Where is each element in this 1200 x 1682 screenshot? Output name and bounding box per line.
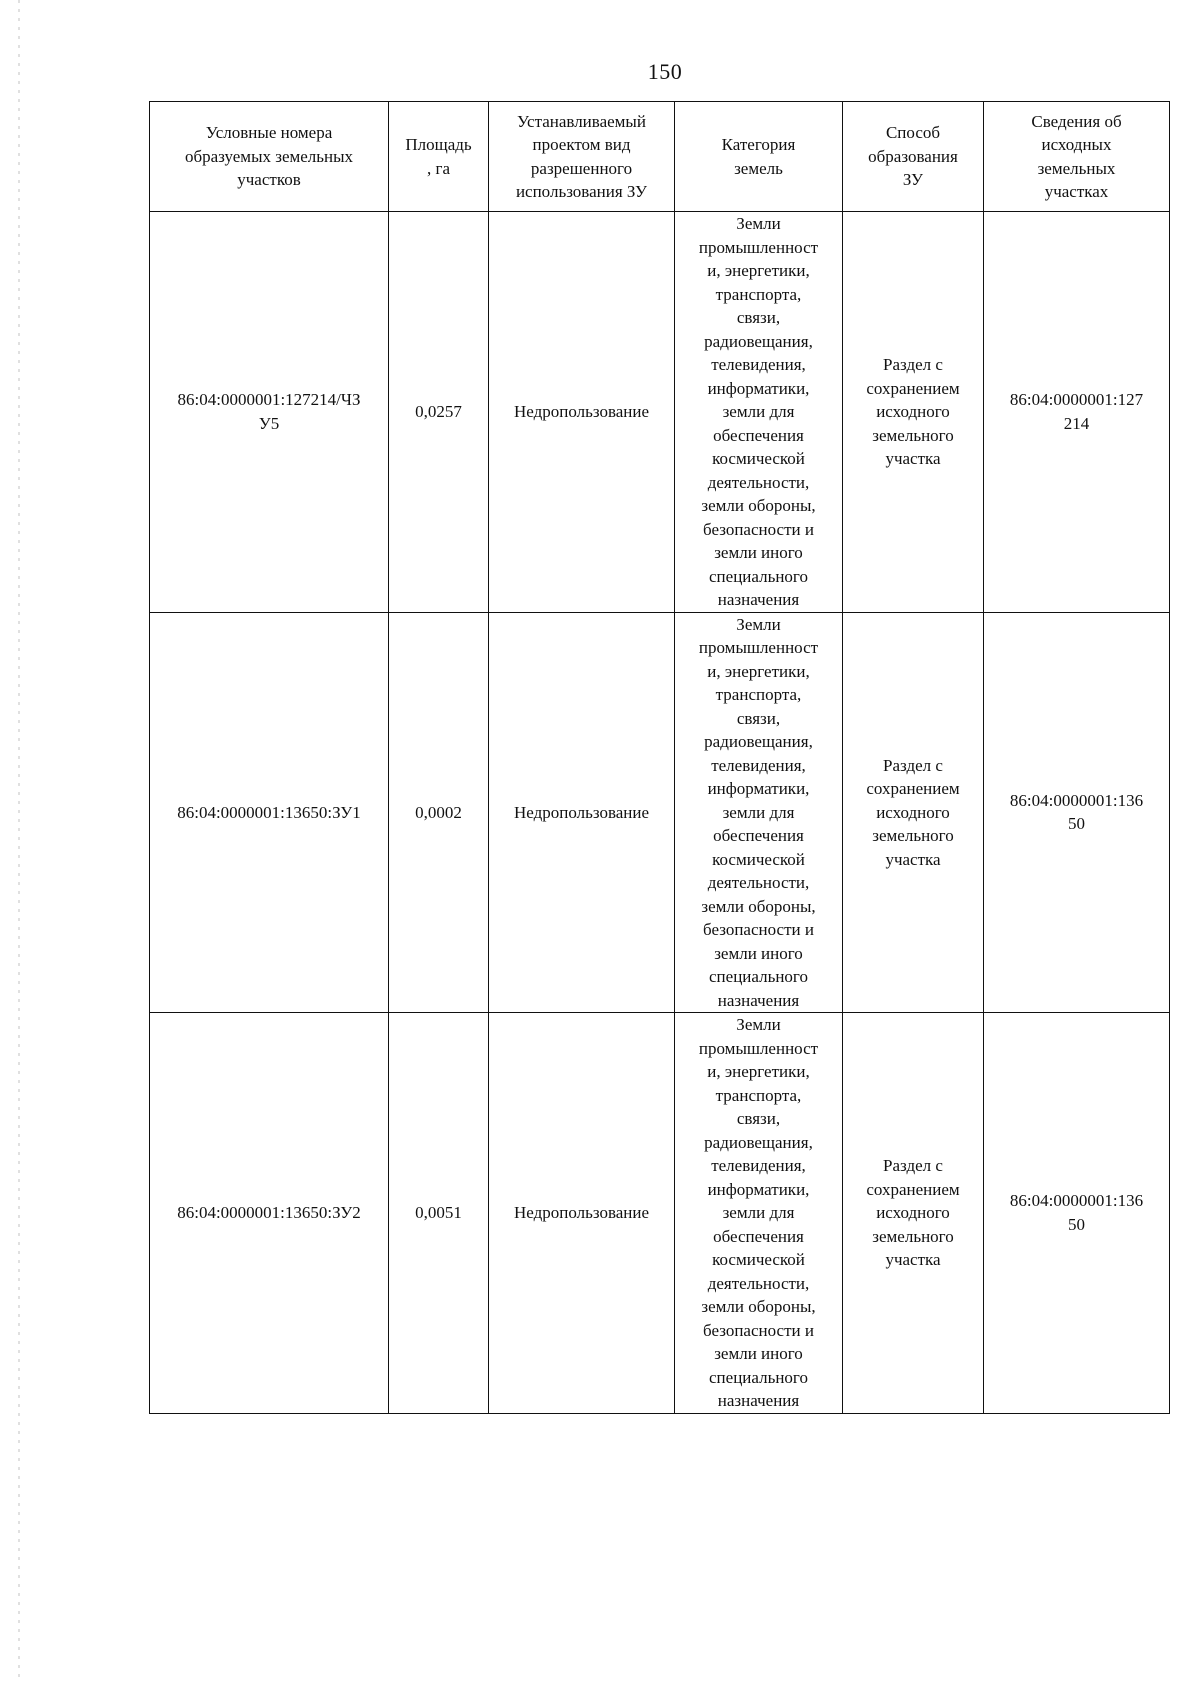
formation-method-text: Раздел с сохранением исходного земельного участка: [866, 1156, 960, 1269]
cell-plot-number: [150, 212, 389, 613]
cell-source-plot: [984, 1013, 1170, 1414]
header-plot-number-text: Условные номера образуемых земельных участков: [184, 123, 354, 190]
header-permitted-use-text: Устанавливаемый проектом вид разрешенного использования ЗУ: [515, 111, 648, 201]
source-plot-text: 86:04:0000001:136 50: [1009, 1191, 1144, 1234]
land-category-text: Земли промышленност и, энергетики, транспорта, связи, радиовещания, телевидения, информатики, земли для обеспечения космической деятельности, земли обороны, безопасности и земли иного специального назначения: [698, 1015, 819, 1410]
cell-land-category: [675, 1013, 843, 1414]
cell-formation-method: [843, 212, 984, 613]
header-formation-method: [843, 102, 984, 212]
cell-formation-method: [843, 1013, 984, 1414]
header-area-text: Площадь , га: [405, 135, 472, 178]
permitted-use-text: Недропользование: [513, 402, 650, 421]
scan-edge-artifact: [18, 0, 20, 1682]
header-source-plots-text: Сведения об исходных земельных участках: [1031, 111, 1122, 201]
cell-formation-method: [843, 612, 984, 1013]
permitted-use-text: Недропользование: [513, 1203, 650, 1222]
page-number: 150: [647, 59, 683, 84]
table-body: [150, 212, 1170, 1414]
plot-number-text: 86:04:0000001:13650:ЗУ1: [177, 802, 361, 822]
header-permitted-use: [489, 102, 675, 212]
source-plot-text: 86:04:0000001:127 214: [1009, 390, 1144, 433]
table-row: [150, 212, 1170, 613]
cell-land-category: [675, 612, 843, 1013]
source-plot-text: 86:04:0000001:136 50: [1009, 790, 1144, 834]
formation-method-text: Раздел с сохранением исходного земельного участка: [866, 755, 960, 869]
cell-plot-number: [150, 1013, 389, 1414]
land-category-text: Земли промышленност и, энергетики, транспорта, связи, радиовещания, телевидения, информатики, земли для обеспечения космической деятельности, земли обороны, безопасности и земли иного специального назначения: [698, 614, 819, 1010]
cell-area: [389, 212, 489, 613]
header-land-category-text: Категория земель: [721, 135, 796, 178]
table-row: [150, 1013, 1170, 1414]
land-plots-table: [149, 101, 1170, 1414]
header-row: [150, 102, 1170, 212]
cell-area: [389, 612, 489, 1013]
cell-permitted-use: [489, 212, 675, 613]
cell-area: [389, 1013, 489, 1414]
cell-permitted-use: [489, 612, 675, 1013]
formation-method-text: Раздел с сохранением исходного земельного участка: [866, 355, 960, 468]
plot-number-text: 86:04:0000001:127214/ЧЗ У5: [177, 390, 361, 433]
table-header: [150, 102, 1170, 212]
land-category-text: Земли промышленност и, энергетики, транспорта, связи, радиовещания, телевидения, информатики, земли для обеспечения космической деятельности, земли обороны, безопасности и земли иного специального назначения: [698, 214, 819, 609]
header-source-plots: [984, 102, 1170, 212]
table-row: [150, 612, 1170, 1013]
cell-source-plot: [984, 612, 1170, 1013]
header-area: [389, 102, 489, 212]
plot-number-text: 86:04:0000001:13650:ЗУ2: [177, 1203, 361, 1222]
cell-source-plot: [984, 212, 1170, 613]
permitted-use-text: Недропользование: [513, 802, 650, 822]
area-text: 0,0002: [415, 802, 462, 822]
area-text: 0,0257: [415, 402, 462, 421]
header-plot-number: [150, 102, 389, 212]
header-formation-method-text: Способ образования ЗУ: [868, 123, 958, 190]
header-land-category: [675, 102, 843, 212]
cell-land-category: [675, 212, 843, 613]
cell-permitted-use: [489, 1013, 675, 1414]
cell-plot-number: [150, 612, 389, 1013]
area-text: 0,0051: [415, 1203, 462, 1222]
